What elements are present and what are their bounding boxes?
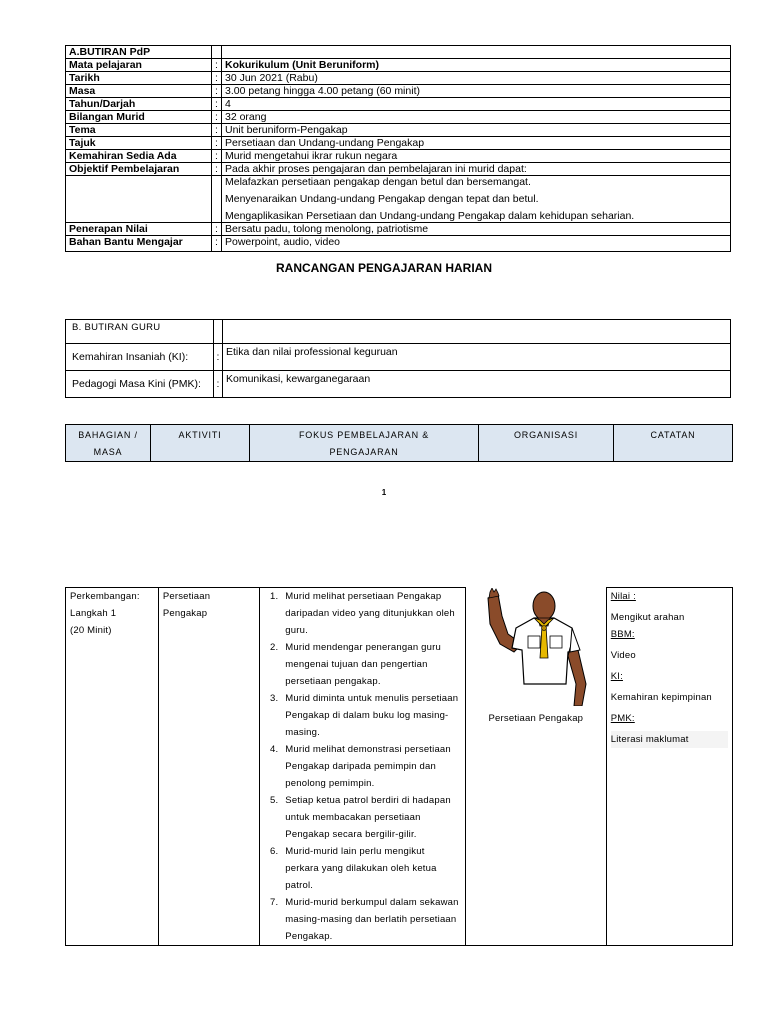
empty-cell [223,320,731,344]
step-number: 5. [269,795,279,806]
table-row [66,85,731,98]
colon: : [212,85,222,98]
colon: : [212,98,222,111]
list-item [260,639,461,690]
objectives-row [66,176,731,223]
col-header-fokus [250,425,479,462]
table-row [66,371,731,398]
stage-line: Perkembangan: [70,591,140,602]
section-header: B. BUTIRAN GURU [66,320,214,344]
colon [212,46,222,59]
step-text: Murid mendengar penerangan guru mengenai tujuan dan pengertian persetiaan pengakap. [285,642,441,687]
table-row [66,223,731,236]
step-text: Murid-murid lain perlu mengikut perkara yang dilakukan oleh ketua patrol. [285,846,437,891]
colon: : [212,137,222,150]
page-number: 1 [381,488,387,497]
activity-line: Persetiaan [162,591,211,602]
objective-item: Melafazkan persetiaan pengakap dengan betul dan bersemangat. [225,176,531,188]
table-row [66,344,731,371]
field-label: Bahan Bantu Mengajar [66,236,212,252]
image-caption: Persetiaan Pengakap [488,712,584,724]
step-number: 1. [269,591,279,602]
empty-cell [66,176,212,223]
colon: : [214,371,223,398]
table-row [66,59,731,72]
scout-salute-illustration [478,588,594,706]
notes-value: Mengikut arahan [610,612,685,623]
field-value: 30 Jun 2021 (Rabu) [222,72,731,85]
step-text: Setiap ketua patrol berdiri di hadapan untuk membacakan persetiaan Pengakap secara bergilir-gilir. [285,795,451,840]
field-label: Pedagogi Masa Kini (PMK): [66,371,214,398]
col-header-catatan: CATATAN [614,425,733,462]
col-header-bahagian [66,425,151,462]
organisation-cell [465,588,606,946]
page-title: RANCANGAN PENGAJARAN HARIAN [275,261,492,275]
col-header-line: MASA [93,447,123,457]
table-row [66,111,731,124]
colon: : [212,163,222,176]
field-value: 32 orang [222,111,731,124]
table-row [66,320,731,344]
field-value: Powerpoint, audio, video [222,236,731,252]
field-value: Persetiaan dan Undang-undang Pengakap [222,137,731,150]
notes-label: Nilai : [610,591,636,602]
activity-cell [158,588,259,946]
field-label: Masa [66,85,212,98]
list-item [260,741,461,792]
field-value: Kokurikulum (Unit Beruniform) [222,59,731,72]
table-row [66,72,731,85]
field-label: Tahun/Darjah [66,98,212,111]
field-label: Mata pelajaran [66,59,212,72]
step-number: 6. [269,846,279,857]
step-number: 7. [269,897,279,908]
field-value: 4 [222,98,731,111]
activity-line: Pengakap [162,608,208,619]
activity-table [65,587,733,946]
step-text: Murid melihat persetiaan Pengakap daripadan video yang ditunjukkan oleh guru. [285,591,455,636]
stage-line: (20 Minit) [70,625,112,636]
table-row [66,236,731,252]
list-item [260,792,461,843]
objective-item: Menyenaraikan Undang-undang Pengakap dengan tepat dan betul. [225,193,539,205]
colon: : [212,124,222,137]
table-row [66,124,731,137]
field-label: Tema [66,124,212,137]
field-value: Pada akhir proses pengajaran dan pembelajaran ini murid dapat: [222,163,731,176]
section-a-table [65,45,731,252]
notes-value: Video [610,650,636,661]
lesson-header-table [65,424,733,462]
col-header-line: FOKUS PEMBELAJARAN & [298,430,430,440]
colon: : [212,150,222,163]
colon: : [214,344,223,371]
field-value: Unit beruniform-Pengakap [222,124,731,137]
table-row [66,137,731,150]
notes-label: BBM: [610,629,635,640]
list-item [260,843,461,894]
col-header-line: PENGAJARAN [329,447,399,457]
field-value: 3.00 petang hingga 4.00 petang (60 minit) [222,85,731,98]
col-header-organisasi: ORGANISASI [479,425,614,462]
step-text: Murid melihat demonstrasi persetiaan Pengakap daripada pemimpin dan penolong pemimpin. [285,744,451,789]
table-row [66,98,731,111]
col-header-line: BAHAGIAN / [78,430,138,440]
colon: : [212,223,222,236]
colon: : [212,236,222,252]
field-label: A.BUTIRAN PdP [66,46,212,59]
stage-cell [66,588,159,946]
step-number: 4. [269,744,279,755]
notes-label: PMK: [610,713,635,724]
focus-cell [260,588,466,946]
empty-cell [212,176,222,223]
steps-list [260,588,461,945]
step-text: Murid-murid berkumpul dalam sekawan masing-masing dan berlatih persetiaan Pengakap. [285,897,459,942]
colon: : [212,72,222,85]
table-row [66,150,731,163]
colon: : [212,111,222,124]
empty-cell [214,320,223,344]
field-label: Bilangan Murid [66,111,212,124]
notes-label: KI: [610,671,623,682]
objective-item: Mengaplikasikan Persetiaan dan Undang-undang Pengakap dalam kehidupan seharian. [225,210,635,222]
field-value: Komunikasi, kewarganegaraan [223,371,731,398]
field-label: Penerapan Nilai [66,223,212,236]
field-value: Murid mengetahui ikrar rukun negara [222,150,731,163]
field-label: Tajuk [66,137,212,150]
field-label: Kemahiran Sedia Ada [66,150,212,163]
table-row [66,425,733,462]
table-row [66,163,731,176]
field-value [222,46,731,59]
list-item [260,588,461,639]
notes-cell [606,588,732,946]
objectives-list [222,176,731,223]
list-item [260,894,461,945]
col-header-aktiviti: AKTIVITI [151,425,250,462]
step-number: 2. [269,642,279,653]
field-label: Tarikh [66,72,212,85]
notes-value: Literasi maklumat [611,731,728,748]
colon: : [212,59,222,72]
step-number: 3. [269,693,279,704]
section-b-table [65,319,731,398]
field-value: Bersatu padu, tolong menolong, patriotisme [222,223,731,236]
step-text: Murid diminta untuk menulis persetiaan Pengakap di dalam buku log masing-masing. [285,693,459,738]
field-label: Kemahiran Insaniah (KI): [66,344,214,371]
stage-line: Langkah 1 [70,608,117,619]
field-value: Etika dan nilai professional keguruan [223,344,731,371]
table-row [66,46,731,59]
list-item [260,690,461,741]
table-row [66,588,733,946]
field-label: Objektif Pembelajaran [66,163,212,176]
notes-value: Kemahiran kepimpinan [610,692,712,703]
